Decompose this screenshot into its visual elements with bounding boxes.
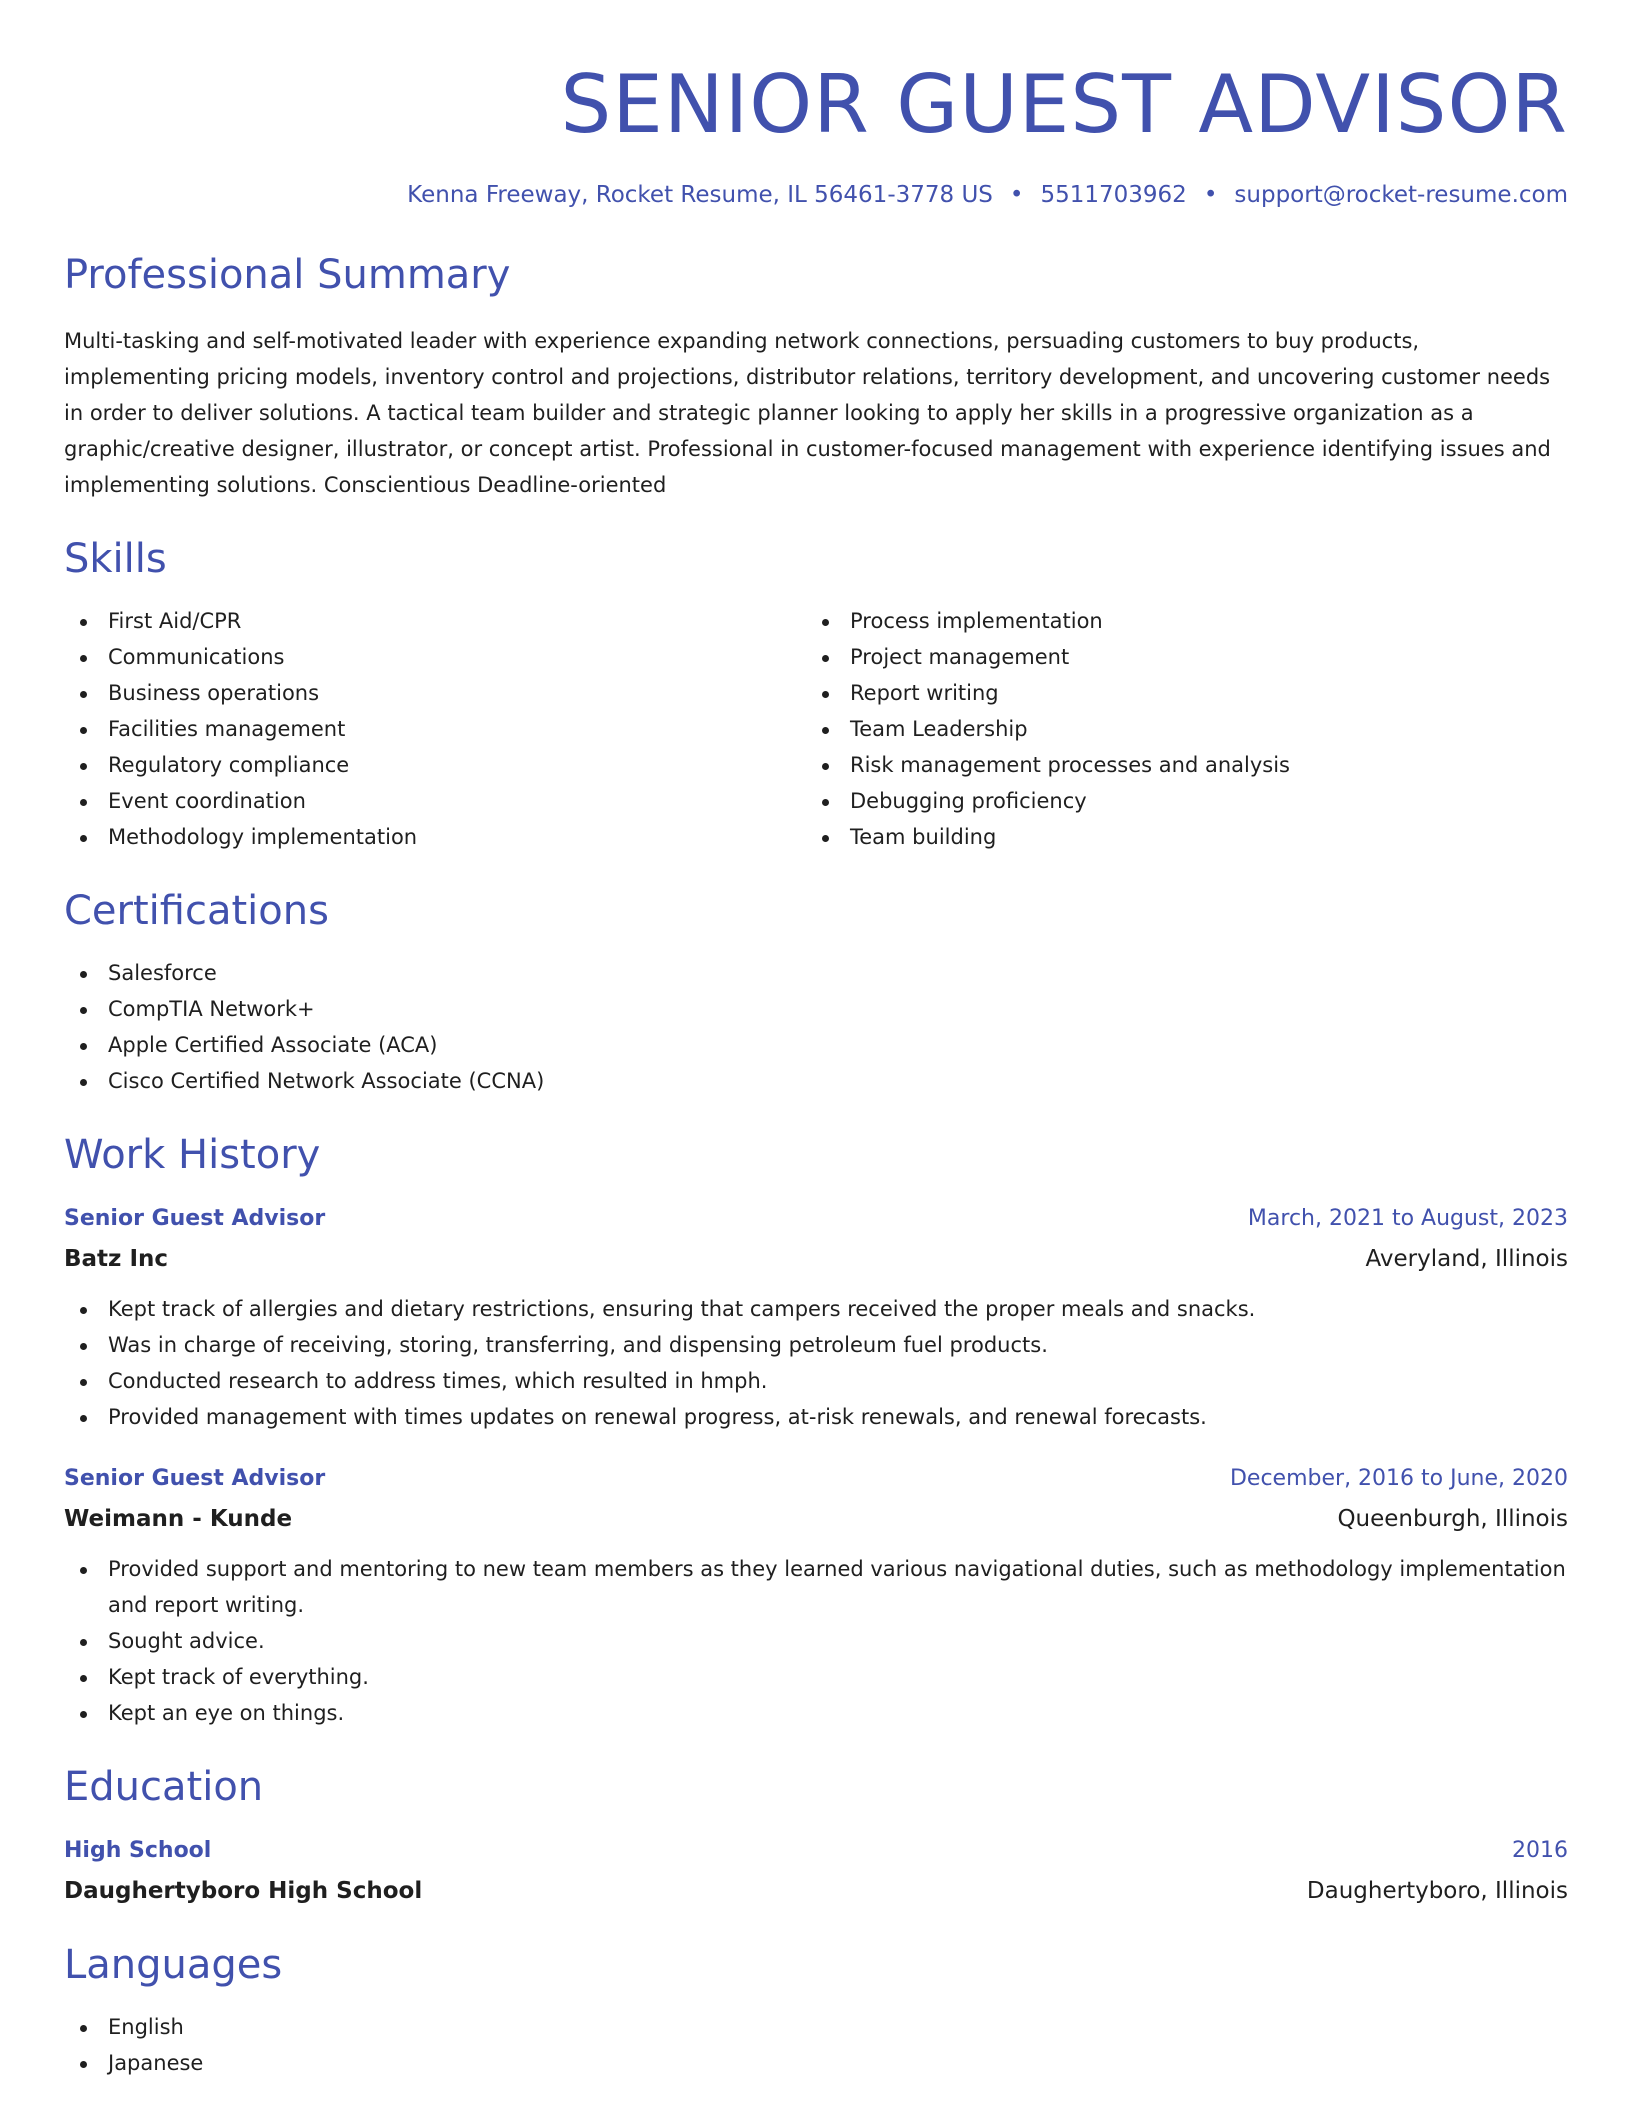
summary-heading: Professional Summary xyxy=(64,252,511,298)
contact-email: support@rocket-resume.com xyxy=(1234,182,1568,208)
job-location: Queenburgh, Illinois xyxy=(1337,1506,1568,1532)
certification-item: Salesforce xyxy=(64,955,1568,991)
skill-item: First Aid/CPR xyxy=(64,603,806,639)
education-school: Daughertyboro High School xyxy=(64,1878,423,1904)
certifications-heading: Certifications xyxy=(64,888,329,934)
job-bullet: Conducted research to address times, which resulted in hmph. xyxy=(64,1363,1568,1399)
skill-item: Communications xyxy=(64,639,806,675)
skill-item: Methodology implementation xyxy=(64,819,806,855)
skills-heading: Skills xyxy=(64,536,167,582)
job-bullets xyxy=(64,1291,1568,1435)
skill-item: Event coordination xyxy=(64,783,806,819)
job-subheader xyxy=(64,1241,1568,1277)
language-item: Japanese xyxy=(64,2045,1568,2081)
job-bullet: Provided support and mentoring to new team members as they learned various navigational duties, such as methodology implementation and report writing. xyxy=(64,1551,1568,1623)
job-bullet: Kept track of allergies and dietary restrictions, ensuring that campers received the proper meals and snacks. xyxy=(64,1291,1568,1327)
job-subheader xyxy=(64,1501,1568,1537)
skill-item: Report writing xyxy=(806,675,1548,711)
job-entry xyxy=(64,1461,1568,1731)
skill-item: Debugging proficiency xyxy=(806,783,1548,819)
job-dates: March, 2021 to August, 2023 xyxy=(1247,1206,1568,1231)
skill-item: Team Leadership xyxy=(806,711,1548,747)
job-dates: December, 2016 to June, 2020 xyxy=(1229,1466,1568,1491)
job-bullet: Kept track of everything. xyxy=(64,1659,1568,1695)
contact-address: Kenna Freeway, Rocket Resume, IL 56461-3778 US xyxy=(407,182,993,208)
skill-item: Process implementation xyxy=(806,603,1548,639)
education-header xyxy=(64,1833,1568,1869)
contact-line xyxy=(64,179,1568,211)
job-bullet: Kept an eye on things. xyxy=(64,1695,1568,1731)
resume-title: SENIOR GUEST ADVISOR xyxy=(560,58,1568,151)
job-title: Senior Guest Advisor xyxy=(64,1466,326,1491)
job-bullet: Was in charge of receiving, storing, transferring, and dispensing petroleum fuel products. xyxy=(64,1327,1568,1363)
job-bullets xyxy=(64,1551,1568,1731)
languages-list xyxy=(64,2009,1568,2081)
skill-item: Business operations xyxy=(64,675,806,711)
education-subheader xyxy=(64,1873,1568,1909)
skills-columns xyxy=(64,603,1568,855)
resume-page xyxy=(64,0,1568,2081)
skills-list-left xyxy=(64,603,806,855)
certification-item: CompTIA Network+ xyxy=(64,991,1568,1027)
skill-item: Facilities management xyxy=(64,711,806,747)
education-heading: Education xyxy=(64,1764,264,1810)
language-item: English xyxy=(64,2009,1568,2045)
certification-item: Apple Certified Associate (ACA) xyxy=(64,1027,1568,1063)
certification-item: Cisco Certified Network Associate (CCNA) xyxy=(64,1063,1568,1099)
job-header xyxy=(64,1461,1568,1497)
contact-phone: 5511703962 xyxy=(1040,182,1187,208)
job-company: Weimann - Kunde xyxy=(64,1506,293,1532)
skill-item: Project management xyxy=(806,639,1548,675)
contact-separator: • xyxy=(1009,182,1024,208)
education-year: 2016 xyxy=(1512,1838,1568,1863)
skills-list-right xyxy=(806,603,1548,855)
languages-heading: Languages xyxy=(64,1942,283,1988)
skill-item: Risk management processes and analysis xyxy=(806,747,1548,783)
job-bullet: Sought advice. xyxy=(64,1623,1568,1659)
skill-item: Team building xyxy=(806,819,1548,855)
education-degree: High School xyxy=(64,1838,212,1863)
work-history-heading: Work History xyxy=(64,1132,321,1178)
education-location: Daughertyboro, Illinois xyxy=(1306,1878,1568,1904)
job-bullet: Provided management with times updates on renewal progress, at-risk renewals, and renewal forecasts. xyxy=(64,1399,1568,1435)
certifications-list xyxy=(64,955,1568,1099)
job-header xyxy=(64,1201,1568,1237)
job-title: Senior Guest Advisor xyxy=(64,1206,326,1231)
education-entry xyxy=(64,1833,1568,1909)
job-entry xyxy=(64,1201,1568,1435)
job-company: Batz Inc xyxy=(64,1246,169,1272)
skill-item: Regulatory compliance xyxy=(64,747,806,783)
contact-separator: • xyxy=(1203,182,1218,208)
job-location: Averyland, Illinois xyxy=(1365,1246,1568,1272)
summary-text: Multi-tasking and self-motivated leader with experience expanding network connections, persuading customers to buy products, implementing pricing models, inventory control and projections, distributor relations, territory development, and uncovering customer needs in order to deliver solutions. A tactical team builder and strategic planner looking to apply her skills in a progressive organization as a graphic/creative designer, illustrator, or concept artist. Professional in customer-focused management with experience identifying issues and implementing solutions. Conscientious Deadline-oriented xyxy=(64,329,1551,497)
